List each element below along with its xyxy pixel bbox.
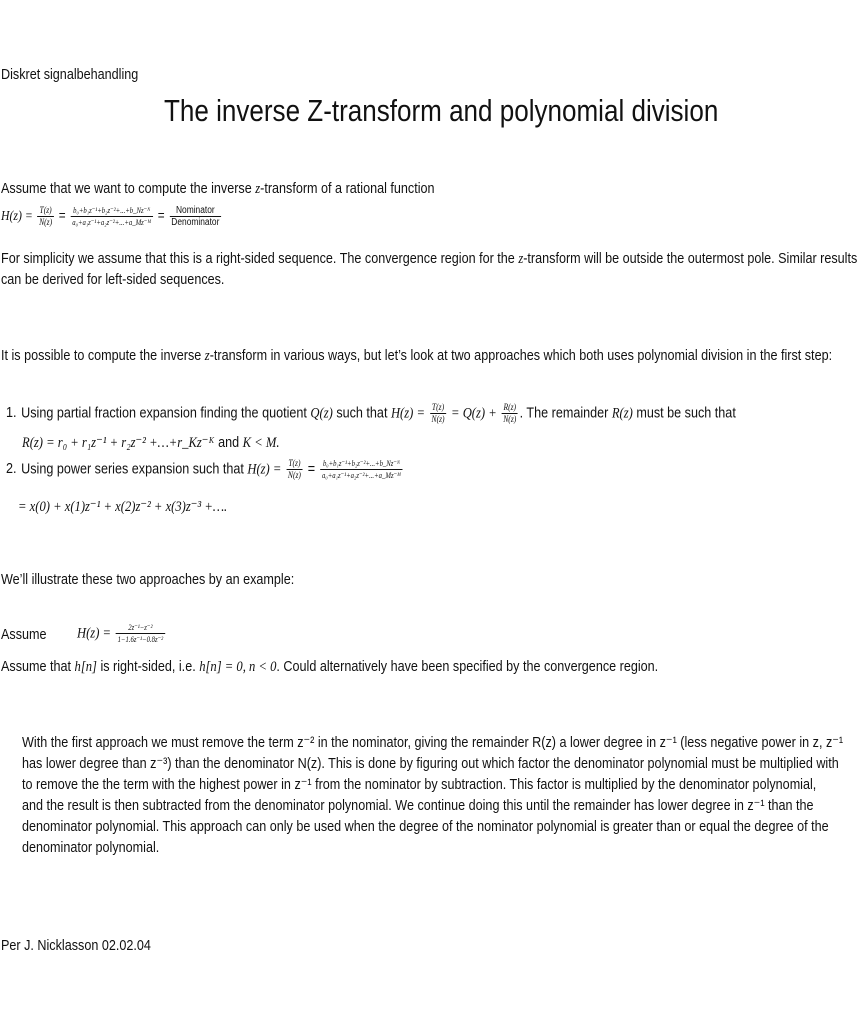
power-series-line: = x(0) + x(1)z⁻¹ + x(2)z⁻² + x(3)z⁻³ +…. bbox=[18, 499, 228, 515]
fraction-polynomial-ratio: $\frac{\text{b₀+b₁z⁻¹+b₂z⁻²+...+b\_Nz⁻ᴺ}}{\text{a₀+a₁z⁻¹+a₂z⁻²+...+a\_Mz⁻ᴹ}}$ bbox=[72, 206, 152, 227]
simplicity-paragraph: For simplicity we assume that this is a right-sided sequence. The convergence region for the z-transform will be outside the outermost pole. Similar results can be derived for left-sided sequences. bbox=[1, 250, 857, 288]
list-item-2: 2. Using power series expansion such that H(z) = $\frac{T(z)}{N(z)}$ = $\frac{\text{b₀+b₁z⁻¹+b₂z⁻²+...+b\_Nz⁻ᴺ}}{\text{a₀+a₁z⁻¹+a₂z⁻²+...+a\_Mz⁻ᴹ}}$ bbox=[6, 458, 401, 480]
example-equation: H(z) = $\frac{\text{2z⁻¹−z⁻²}}{\text{1−1.6z⁻¹−0.8z⁻²}}$ bbox=[77, 623, 164, 644]
author-footer: Per J. Nicklasson 02.02.04 bbox=[1, 937, 151, 954]
course-header: Diskret signalbehandling bbox=[1, 66, 139, 83]
rational-function-equation: H(z) = $\frac{T(z)}{N(z)}$ = $\frac{\text{b₀+b₁z⁻¹+b₂z⁻²+...+b\_Nz⁻ᴺ}}{\text{a₀+a₁z⁻¹+a₂z⁻²+...+a\_Mz⁻ᴹ}}$ = $\frac{\text{Nominator}}{\text{Denominator}}$ bbox=[1, 205, 220, 228]
right-sided-paragraph: Assume that h[n] is right-sided, i.e. h[n] = 0, n < 0. Could alternatively have been specified by the convergence region. bbox=[1, 658, 659, 675]
example-assume-label: Assume bbox=[1, 626, 47, 643]
page-title: The inverse Z-transform and polynomial division bbox=[164, 93, 719, 128]
approaches-paragraph: It is possible to compute the inverse z-transform in various ways, but let’s look at two approaches which both uses polynomial division in the first step: bbox=[1, 347, 833, 364]
list-item-1-remainder: R(z) = r₀ + r₁z⁻¹ + r₂z⁻² +…+r_Kz⁻ᴷ and K < M. bbox=[22, 434, 280, 451]
fraction-t-over-n: $\frac{T(z)}{N(z)}$ bbox=[39, 205, 53, 227]
first-approach-paragraph: With the first approach we must remove the term z⁻² in the nominator, giving the remainder R(z) a lower degree in z⁻¹ (less negative power in z, z⁻¹ has lower degree than z⁻³) than the denominator N(z). This is done by figuring out which factor the denominator polynomial must be multiplied with to remove the the term with the highest power in z⁻¹ from the nominator by subtraction. This factor is multiplied by the denominator polynomial, and the result is then subtracted from the denominator polynomial. We continue doing this until the remainder has lower degree in z⁻¹ than the denominator polynomial. This approach can only be used when the degree of the nominator polynomial is greater than or equal the degree of the denominator polynomial. bbox=[22, 734, 844, 856]
fraction-nominator-denominator: $\frac{\text{Nominator}}{\text{Denominator}}$ bbox=[171, 205, 220, 228]
illustrate-paragraph: We’ll illustrate these two approaches by an example: bbox=[1, 571, 295, 588]
intro-paragraph: Assume that we want to compute the inverse z-transform of a rational function bbox=[1, 180, 435, 197]
list-item-1: 1. Using partial fraction expansion finding the quotient Q(z) such that H(z) = $\frac{T(z)}{N(z)}$ = Q(z) + $\frac{R(z)}{N(z)}$ . The remainder R(z) must be such that bbox=[6, 402, 736, 424]
